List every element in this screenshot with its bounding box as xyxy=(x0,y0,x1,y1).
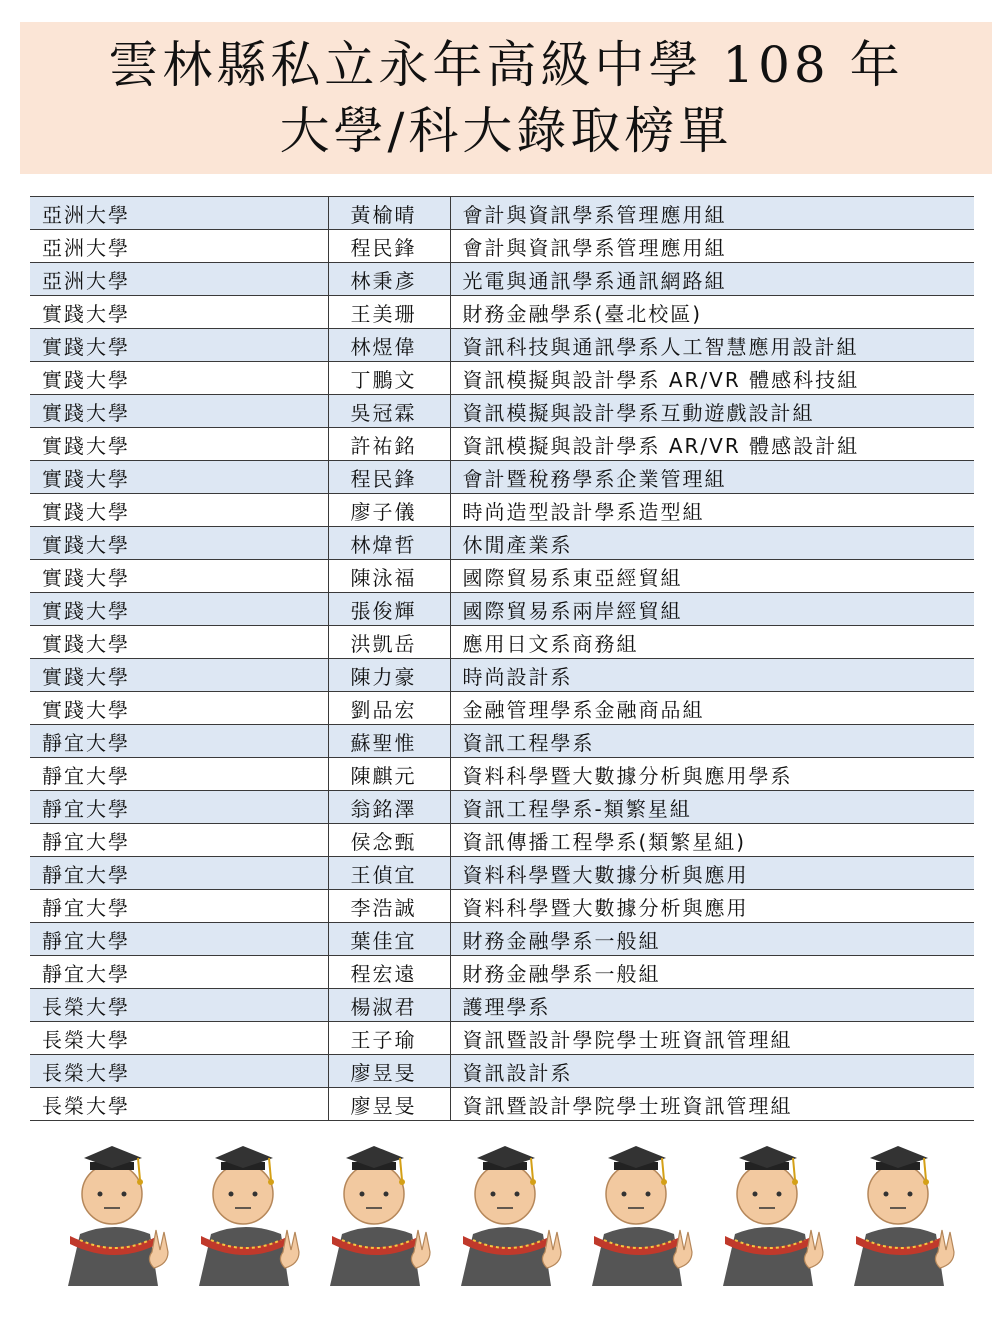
department-cell: 資訊科技與通訊學系人工智慧應用設計組 xyxy=(450,329,974,362)
table-row xyxy=(30,725,974,758)
student-name-cell: 洪凱岳 xyxy=(328,626,450,659)
student-name-cell: 廖子儀 xyxy=(328,494,450,527)
table-row xyxy=(30,890,974,923)
university-cell: 靜宜大學 xyxy=(30,857,328,890)
department-cell: 金融管理學系金融商品組 xyxy=(450,692,974,725)
department-cell: 會計與資訊學系管理應用組 xyxy=(450,230,974,263)
department-cell: 資訊暨設計學院學士班資訊管理組 xyxy=(450,1088,974,1121)
university-cell: 實踐大學 xyxy=(30,560,328,593)
graduate-cartoon-icon xyxy=(50,1136,180,1296)
student-name-cell: 王美珊 xyxy=(328,296,450,329)
department-cell: 資訊模擬與設計學系互動遊戲設計組 xyxy=(450,395,974,428)
department-cell: 國際貿易系兩岸經貿組 xyxy=(450,593,974,626)
student-name-cell: 黃榆晴 xyxy=(328,197,450,230)
table-row xyxy=(30,296,974,329)
table-row xyxy=(30,692,974,725)
table-row xyxy=(30,824,974,857)
student-name-cell: 林秉彥 xyxy=(328,263,450,296)
university-cell: 實踐大學 xyxy=(30,296,328,329)
university-cell: 實踐大學 xyxy=(30,329,328,362)
student-name-cell: 楊淑君 xyxy=(328,989,450,1022)
department-cell: 會計暨稅務學系企業管理組 xyxy=(450,461,974,494)
student-name-cell: 王偵宜 xyxy=(328,857,450,890)
department-cell: 資訊工程學系-類繁星組 xyxy=(450,791,974,824)
graduate-cartoon-icon xyxy=(312,1136,442,1296)
table-row xyxy=(30,197,974,230)
department-cell: 時尚設計系 xyxy=(450,659,974,692)
university-cell: 實踐大學 xyxy=(30,593,328,626)
student-name-cell: 劉品宏 xyxy=(328,692,450,725)
student-name-cell: 王子瑜 xyxy=(328,1022,450,1055)
table-row xyxy=(30,230,974,263)
graduate-illustration-row xyxy=(50,1136,970,1296)
university-cell: 實踐大學 xyxy=(30,527,328,560)
department-cell: 休閒產業系 xyxy=(450,527,974,560)
student-name-cell: 蘇聖惟 xyxy=(328,725,450,758)
table-row xyxy=(30,494,974,527)
department-cell: 資訊模擬與設計學系 AR/VR 體感設計組 xyxy=(450,428,974,461)
university-cell: 靜宜大學 xyxy=(30,956,328,989)
student-name-cell: 林煒哲 xyxy=(328,527,450,560)
department-cell: 財務金融學系一般組 xyxy=(450,923,974,956)
university-cell: 亞洲大學 xyxy=(30,230,328,263)
student-name-cell: 翁銘澤 xyxy=(328,791,450,824)
department-cell: 資訊設計系 xyxy=(450,1055,974,1088)
student-name-cell: 程民鋒 xyxy=(328,230,450,263)
university-cell: 亞洲大學 xyxy=(30,263,328,296)
title-line-2: 大學/科大錄取榜單 xyxy=(279,102,733,160)
department-cell: 資訊傳播工程學系(類繁星組) xyxy=(450,824,974,857)
table-row xyxy=(30,560,974,593)
table-row xyxy=(30,857,974,890)
student-name-cell: 張俊輝 xyxy=(328,593,450,626)
table-row xyxy=(30,428,974,461)
university-cell: 實踐大學 xyxy=(30,692,328,725)
table-row xyxy=(30,989,974,1022)
table-row xyxy=(30,956,974,989)
university-cell: 靜宜大學 xyxy=(30,923,328,956)
university-cell: 實踐大學 xyxy=(30,494,328,527)
table-row xyxy=(30,527,974,560)
student-name-cell: 廖昱旻 xyxy=(328,1088,450,1121)
student-name-cell: 吳冠霖 xyxy=(328,395,450,428)
table-row xyxy=(30,461,974,494)
graduate-cartoon-icon xyxy=(705,1136,835,1296)
department-cell: 會計與資訊學系管理應用組 xyxy=(450,197,974,230)
university-cell: 長榮大學 xyxy=(30,989,328,1022)
student-name-cell: 程民鋒 xyxy=(328,461,450,494)
student-name-cell: 林煜偉 xyxy=(328,329,450,362)
student-name-cell: 侯念甄 xyxy=(328,824,450,857)
department-cell: 護理學系 xyxy=(450,989,974,1022)
university-cell: 亞洲大學 xyxy=(30,197,328,230)
table-row xyxy=(30,593,974,626)
admission-table xyxy=(30,196,974,1121)
table-row xyxy=(30,395,974,428)
title-line-1: 雲林縣私立永年高級中學 108 年 xyxy=(108,36,904,94)
university-cell: 長榮大學 xyxy=(30,1055,328,1088)
university-cell: 靜宜大學 xyxy=(30,791,328,824)
university-cell: 長榮大學 xyxy=(30,1022,328,1055)
student-name-cell: 丁鵬文 xyxy=(328,362,450,395)
university-cell: 實踐大學 xyxy=(30,395,328,428)
title-banner xyxy=(20,22,992,174)
graduate-cartoon-icon xyxy=(443,1136,573,1296)
table-row xyxy=(30,1055,974,1088)
department-cell: 時尚造型設計學系造型組 xyxy=(450,494,974,527)
university-cell: 靜宜大學 xyxy=(30,725,328,758)
graduate-cartoon-icon xyxy=(181,1136,311,1296)
department-cell: 國際貿易系東亞經貿組 xyxy=(450,560,974,593)
student-name-cell: 陳泳福 xyxy=(328,560,450,593)
student-name-cell: 陳力豪 xyxy=(328,659,450,692)
student-name-cell: 廖昱旻 xyxy=(328,1055,450,1088)
table-row xyxy=(30,263,974,296)
student-name-cell: 程宏遠 xyxy=(328,956,450,989)
table-row xyxy=(30,1022,974,1055)
university-cell: 靜宜大學 xyxy=(30,890,328,923)
university-cell: 實踐大學 xyxy=(30,362,328,395)
table-row xyxy=(30,626,974,659)
student-name-cell: 許祐銘 xyxy=(328,428,450,461)
student-name-cell: 李浩誠 xyxy=(328,890,450,923)
table-row xyxy=(30,1088,974,1121)
table-row xyxy=(30,659,974,692)
table-row xyxy=(30,329,974,362)
department-cell: 資訊工程學系 xyxy=(450,725,974,758)
department-cell: 應用日文系商務組 xyxy=(450,626,974,659)
university-cell: 實踐大學 xyxy=(30,626,328,659)
university-cell: 靜宜大學 xyxy=(30,758,328,791)
department-cell: 資料科學暨大數據分析與應用 xyxy=(450,890,974,923)
university-cell: 靜宜大學 xyxy=(30,824,328,857)
student-name-cell: 葉佳宜 xyxy=(328,923,450,956)
table-row xyxy=(30,758,974,791)
university-cell: 實踐大學 xyxy=(30,659,328,692)
department-cell: 資料科學暨大數據分析與應用學系 xyxy=(450,758,974,791)
graduate-cartoon-icon xyxy=(574,1136,704,1296)
department-cell: 財務金融學系(臺北校區) xyxy=(450,296,974,329)
university-cell: 長榮大學 xyxy=(30,1088,328,1121)
university-cell: 實踐大學 xyxy=(30,461,328,494)
table-row xyxy=(30,923,974,956)
department-cell: 資訊模擬與設計學系 AR/VR 體感科技組 xyxy=(450,362,974,395)
department-cell: 光電與通訊學系通訊網路組 xyxy=(450,263,974,296)
student-name-cell: 陳麒元 xyxy=(328,758,450,791)
university-cell: 實踐大學 xyxy=(30,428,328,461)
department-cell: 資料科學暨大數據分析與應用 xyxy=(450,857,974,890)
table-row xyxy=(30,791,974,824)
department-cell: 財務金融學系一般組 xyxy=(450,956,974,989)
table-row xyxy=(30,362,974,395)
graduate-cartoon-icon xyxy=(836,1136,966,1296)
department-cell: 資訊暨設計學院學士班資訊管理組 xyxy=(450,1022,974,1055)
